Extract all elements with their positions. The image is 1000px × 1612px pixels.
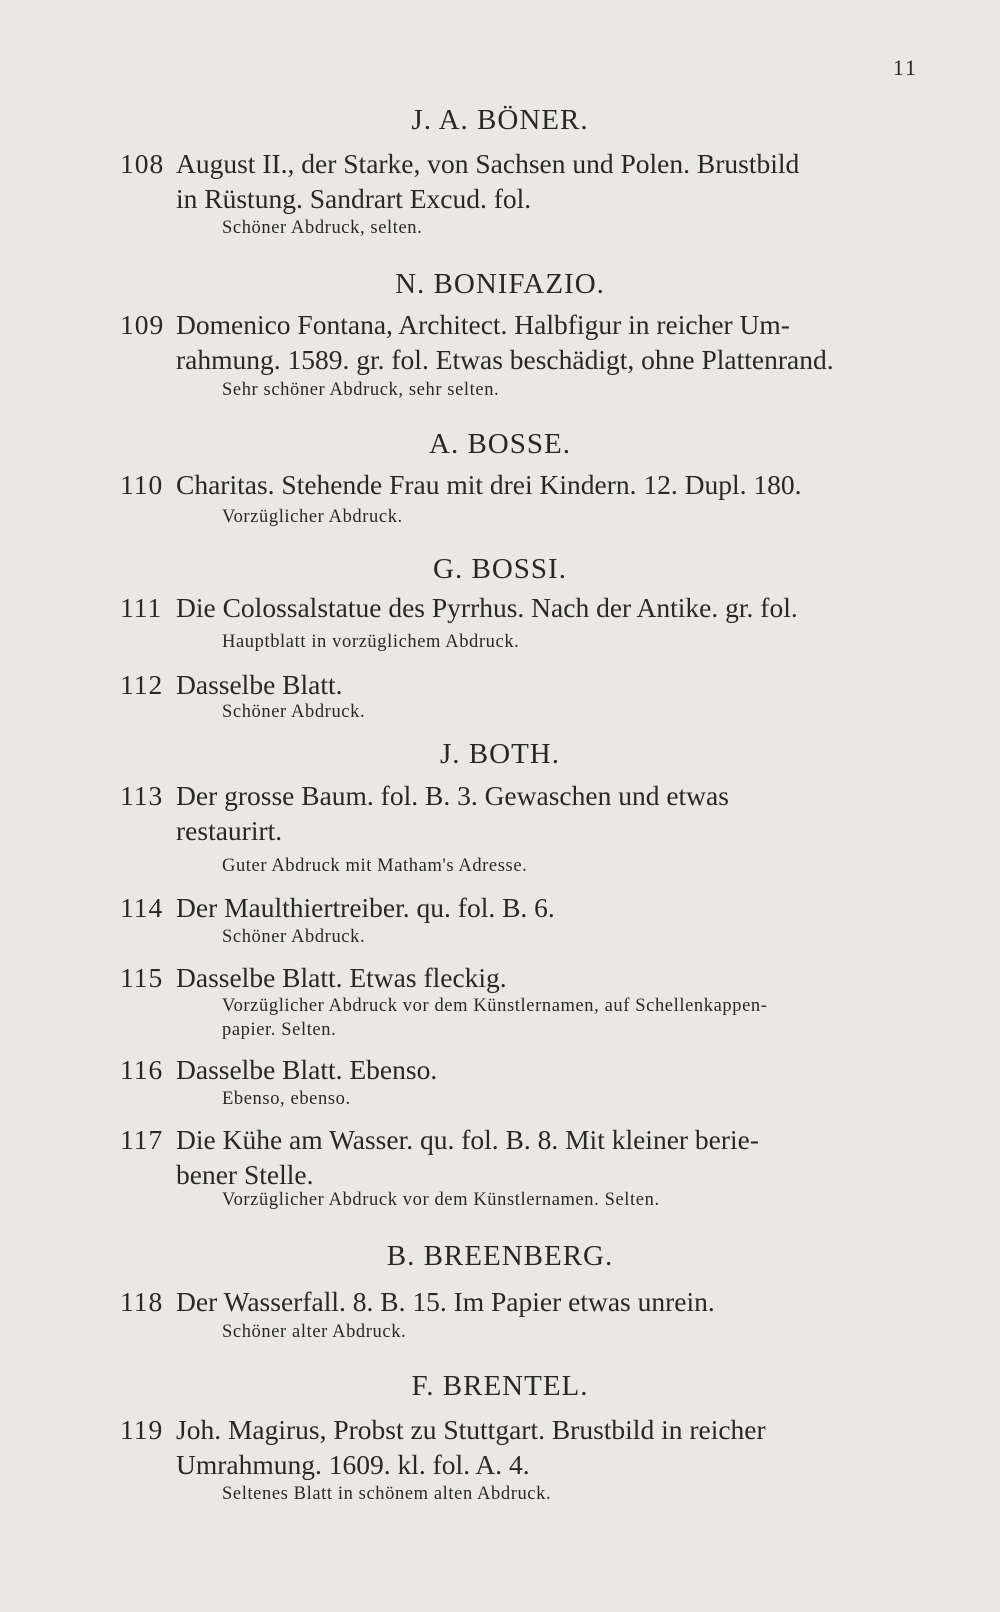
entry-number: 113 [120,780,164,811]
entry-number: 118 [120,1286,164,1317]
entry-number: 108 [120,148,165,179]
entry-text: Domenico Fontana, Architect. Halbfigur in reicher Um- [176,309,790,340]
catalog-entry-109 [120,307,910,377]
entry-number: 119 [120,1414,164,1445]
entry-text: August II., der Starke, von Sachsen und Polen. Brustbild [176,148,800,179]
entry-text-continued: restaurirt. [176,815,283,846]
section-heading-both: J. BOTH. [440,738,560,770]
entry-text-continued: rahmung. 1589. gr. fol. Etwas beschädigt, ohne Plattenrand. [176,344,834,375]
entry-note-118: Schöner alter Abdruck. [222,1322,407,1342]
entry-text: Der Wasserfall. 8. B. 15. Im Papier etwas unrein. [176,1286,715,1317]
catalog-entry-116 [120,1052,910,1087]
entry-number: 109 [120,309,165,340]
entry-text: Joh. Magirus, Probst zu Stuttgart. Brustbild in reicher [176,1414,766,1445]
entry-text-continued: in Rüstung. Sandrart Excud. fol. [176,183,532,214]
entry-note-108: Schöner Abdruck, selten. [222,218,423,238]
entry-note-113: Guter Abdruck mit Matham's Adresse. [222,856,528,876]
entry-text: Die Kühe am Wasser. qu. fol. B. 8. Mit kleiner berie- [176,1124,760,1155]
catalog-entry-112 [120,667,910,702]
entry-number: 114 [120,892,164,923]
entry-text-continued: bener Stelle. [176,1159,314,1190]
entry-note-119: Seltenes Blatt in schönem alten Abdruck. [222,1484,552,1504]
catalog-entry-114 [120,890,910,925]
section-heading-brentel: F. BRENTEL. [411,1370,589,1402]
entry-text: Die Colossalstatue des Pyrrhus. Nach der Antike. gr. fol. [176,592,798,623]
catalog-entry-119 [120,1412,910,1482]
entry-note-112: Schöner Abdruck. [222,702,366,722]
entry-note-110: Vorzüglicher Abdruck. [222,507,403,527]
entry-text: Der Maulthiertreiber. qu. fol. B. 6. [176,892,555,923]
entry-number: 116 [120,1054,164,1085]
catalog-entry-115 [120,960,910,995]
entry-text: Dasselbe Blatt. Etwas fleckig. [176,962,507,993]
section-heading-bosse: A. BOSSE. [429,428,571,460]
entry-note-text: Vorzüglicher Abdruck vor dem Künstlernamen, auf Schellenkappen- [222,996,768,1016]
page-number: 11 [892,55,918,80]
entry-note-109: Sehr schöner Abdruck, sehr selten. [222,380,500,400]
catalog-entry-108 [120,146,910,216]
entry-note-111: Hauptblatt in vorzüglichem Abdruck. [222,632,520,652]
section-heading-bossi: G. BOSSI. [433,553,567,585]
catalog-entry-117 [120,1122,910,1192]
entry-text: Dasselbe Blatt. Ebenso. [176,1054,438,1085]
entry-number: 110 [120,469,164,500]
section-heading-breenberg: B. BREENBERG. [386,1240,614,1272]
entry-note-text-continued: papier. Selten. [222,1020,337,1040]
entry-note-114: Schöner Abdruck. [222,927,366,947]
entry-note-115 [222,994,922,1042]
catalog-entry-111 [120,590,910,625]
catalog-entry-118 [120,1284,910,1319]
entry-number: 112 [120,669,164,700]
entry-number: 117 [120,1124,164,1155]
entry-text: Der grosse Baum. fol. B. 3. Gewaschen und etwas [176,780,729,811]
entry-text: Charitas. Stehende Frau mit drei Kindern. 12. Dupl. 180. [176,469,802,500]
entry-note-116: Ebenso, ebenso. [222,1089,351,1109]
entry-number: 115 [120,962,164,993]
catalog-entry-113 [120,778,910,848]
entry-text-continued: Umrahmung. 1609. kl. fol. A. 4. [176,1449,530,1480]
section-heading-bonifazio: N. BONIFAZIO. [395,268,605,300]
entry-number: 111 [120,592,163,623]
catalog-entry-110 [120,467,910,502]
entry-note-117: Vorzüglicher Abdruck vor dem Künstlernamen. Selten. [222,1190,660,1210]
entry-text: Dasselbe Blatt. [176,669,343,700]
section-heading-boner: J. A. BÖNER. [411,104,589,136]
